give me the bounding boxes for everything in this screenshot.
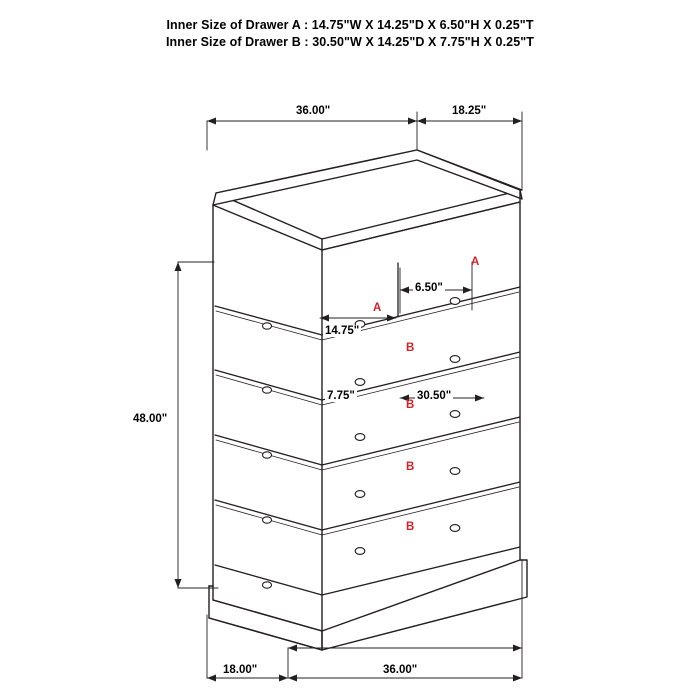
dim-bottom-width: 36.00" <box>383 664 418 676</box>
dim-drawer-b-height: 7.75" <box>327 390 355 402</box>
dim-drawer-a-height: 6.50" <box>415 282 443 294</box>
marker-drawer-b-3: B <box>406 461 415 473</box>
dim-drawer-a-width: 14.75" <box>325 325 360 337</box>
marker-drawer-b-2: B <box>406 399 415 411</box>
dim-bottom-depth: 18.00" <box>223 664 258 676</box>
marker-drawer-a-left: A <box>373 302 382 314</box>
dim-top-depth: 18.25" <box>452 105 487 117</box>
drawer-a-spec-text: Inner Size of Drawer A : 14.75"W X 14.25"D X 6.50"H X 0.25"T <box>166 18 534 32</box>
marker-drawer-a-right: A <box>471 256 480 268</box>
marker-drawer-b-4: B <box>406 521 415 533</box>
dim-top-width: 36.00" <box>296 105 331 117</box>
dim-drawer-b-width: 30.50" <box>417 390 452 402</box>
drawer-b-spec-text: Inner Size of Drawer B : 30.50"W X 14.25"D X 7.75"H X 0.25"T <box>165 35 535 49</box>
dim-height: 48.00" <box>133 413 168 425</box>
marker-drawer-b-1: B <box>406 342 415 354</box>
